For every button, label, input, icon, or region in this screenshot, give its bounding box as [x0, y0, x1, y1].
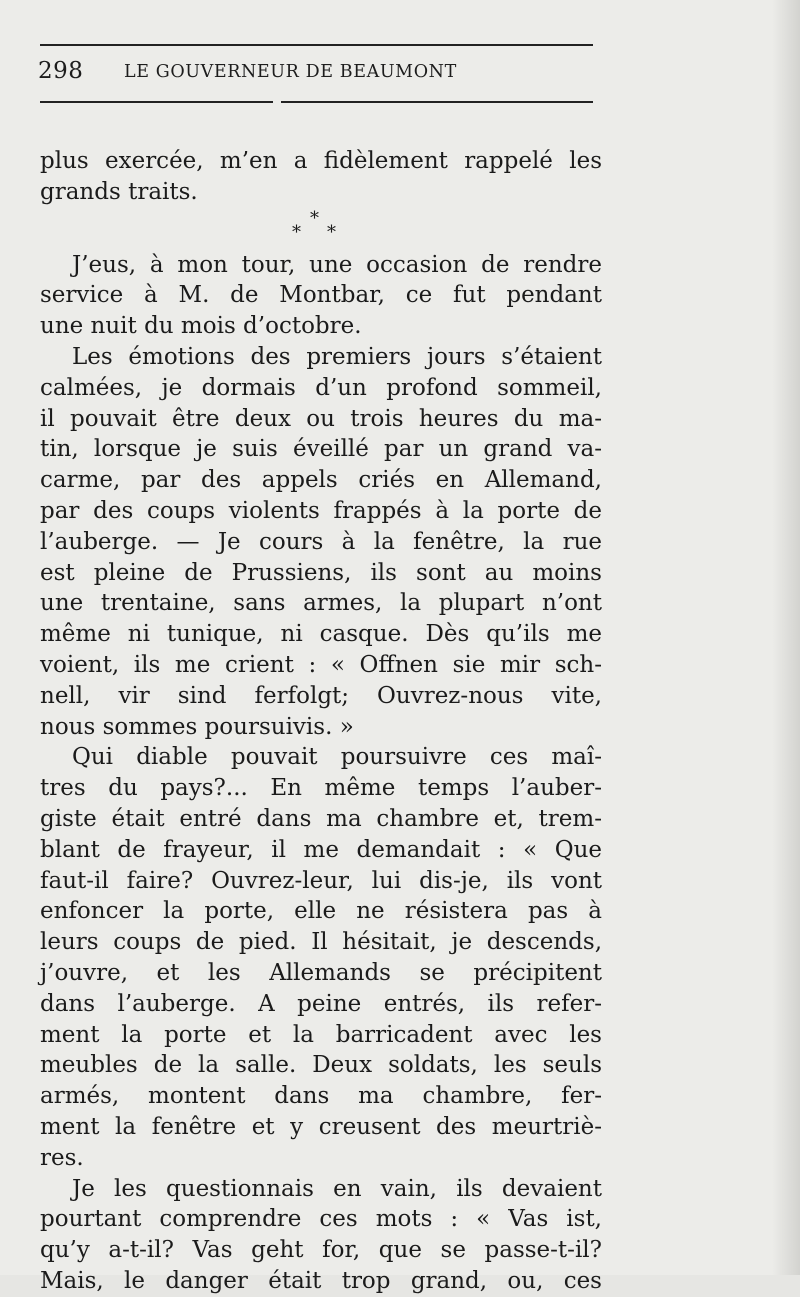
text-line: j’ouvre, et les Allemands se précipitent — [40, 959, 602, 986]
asterisk-mark: * — [310, 207, 319, 229]
text-line: res. — [40, 1144, 84, 1171]
text-line: grands traits. — [40, 178, 198, 205]
text-line: nous sommes poursuivis. » — [40, 713, 354, 740]
header-top-rule — [40, 44, 593, 46]
text-line: faut-il faire? Ouvrez-leur, lui dis-je, ils vont — [40, 867, 602, 894]
text-line: giste était entré dans ma chambre et, trem- — [40, 805, 602, 832]
text-line: calmées, je dormais d’un profond sommeil, — [40, 374, 602, 401]
text-line: blant de frayeur, il me demandait : « Que — [40, 836, 602, 863]
text-line: Les émotions des premiers jours s’étaient — [72, 343, 602, 370]
text-line: par des coups violents frappés à la porte de — [40, 497, 602, 524]
page-number: 298 — [38, 58, 84, 84]
running-head — [38, 58, 598, 92]
text-line: nell, vir sind ferfolgt; Ouvrez-nous vite, — [40, 682, 602, 709]
text-line: une nuit du mois d’octobre. — [40, 313, 362, 340]
text-line: une trentaine, sans armes, la plupart n’ont — [40, 590, 602, 617]
text-line: tin, lorsque je suis éveillé par un grand va- — [40, 436, 602, 463]
text-line: qu’y a-t-il? Vas geht for, que se passe-t-il? — [40, 1237, 602, 1264]
text-line: Mais, le danger était trop grand, ou, ces — [40, 1267, 602, 1294]
text-line: voient, ils me crient : « Offnen sie mir sch- — [40, 651, 602, 678]
text-line: leurs coups de pied. Il hésitait, je descends, — [40, 929, 602, 956]
text-line: même ni tunique, ni casque. Dès qu’ils me — [40, 621, 602, 648]
text-line: l’auberge. — Je cours à la fenêtre, la rue — [40, 528, 602, 555]
text-line: tres du pays?... En même temps l’auber- — [40, 775, 602, 802]
text-line: service à M. de Montbar, ce fut pendant — [40, 282, 602, 309]
page-edge-shadow — [772, 0, 800, 1275]
section-break-asterism — [40, 208, 602, 250]
text-line: pourtant comprendre ces mots : « Vas ist, — [40, 1206, 602, 1233]
text-line: est pleine de Prussiens, ils sont au moins — [40, 559, 602, 586]
text-line: Qui diable pouvait poursuivre ces maî- — [72, 744, 602, 771]
text-line: ment la fenêtre et y creusent des meurtriè- — [40, 1113, 602, 1140]
text-line: ment la porte et la barricadent avec les — [40, 1021, 602, 1048]
text-line: enfoncer la porte, elle ne résistera pas à — [40, 898, 602, 925]
text-line: carme, par des appels criés en Allemand, — [40, 467, 602, 494]
header-bottom-rule-left — [40, 101, 273, 103]
text-line: J’eus, à mon tour, une occasion de rendre — [72, 251, 602, 278]
asterisk-mark: * — [292, 221, 301, 243]
text-line: plus exercée, m’en a fidèlement rappelé les — [40, 148, 602, 174]
text-line: Je les questionnais en vain, ils devaient — [72, 1175, 602, 1202]
text-line: armés, montent dans ma chambre, fer- — [40, 1083, 602, 1110]
text-line: il pouvait être deux ou trois heures du ma- — [40, 405, 602, 432]
asterisk-mark: * — [327, 221, 336, 243]
body-text — [40, 146, 602, 1297]
text-line: meubles de la salle. Deux soldats, les seuls — [40, 1052, 602, 1079]
header-bottom-rule-right — [281, 101, 593, 103]
running-title: LE GOUVERNEUR DE BEAUMONT — [124, 62, 457, 82]
text-line: dans l’auberge. A peine entrés, ils refer- — [40, 990, 602, 1017]
